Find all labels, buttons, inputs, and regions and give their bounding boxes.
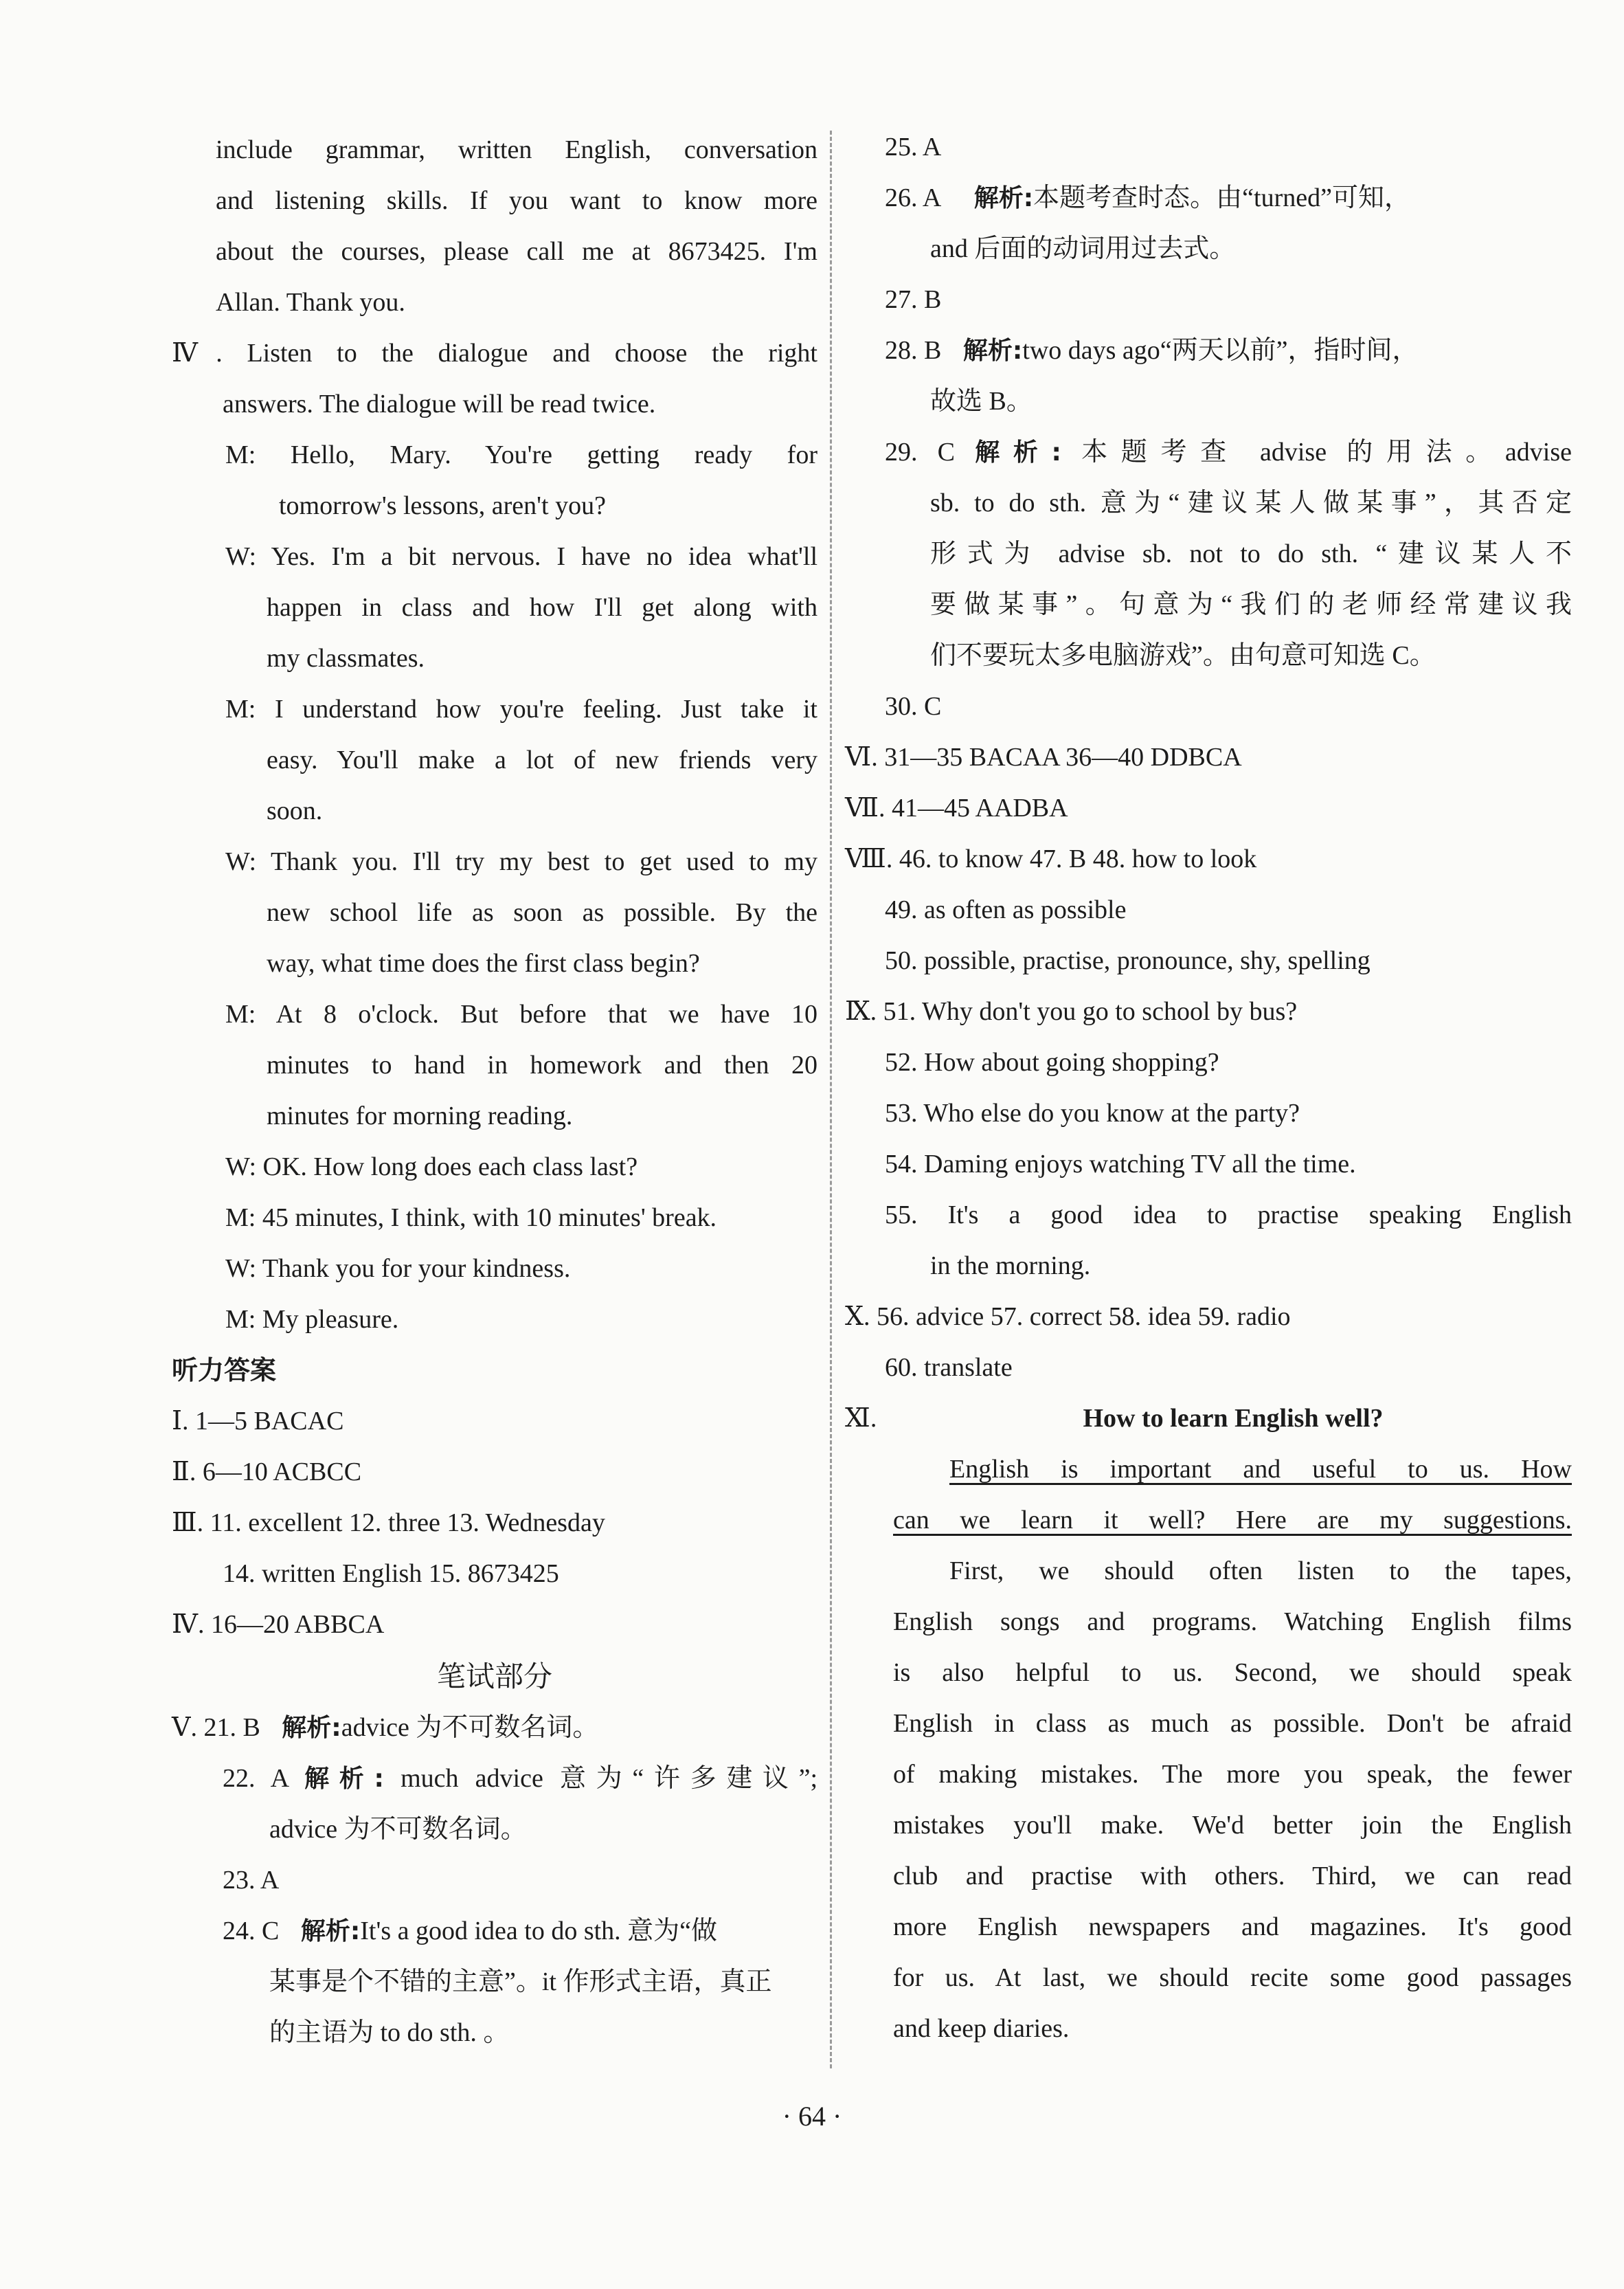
answer-line: Ⅳ. 16—20 ABBCA: [172, 1610, 385, 1639]
dialogue-line: W: Thank you for your kindness.: [225, 1254, 571, 1283]
dialogue-line: my classmates.: [267, 644, 425, 673]
text-line: and 后面的动词用过去式。: [930, 234, 1236, 263]
dialogue-line: soon.: [267, 796, 323, 825]
text-line: 形式为 advise sb. not to do sth. “建议某人不: [930, 539, 1572, 568]
listening-answers-heading: 听力答案: [172, 1355, 277, 1385]
answer-line: 60. translate: [885, 1353, 1013, 1382]
answer-number: Ⅴ. 21. B: [172, 1713, 260, 1742]
answer-line: 53. Who else do you know at the party?: [885, 1099, 1300, 1128]
dialogue-line: tomorrow's lessons, aren't you?: [279, 491, 606, 520]
answer-number: 26. A: [885, 183, 940, 212]
dialogue-line: way, what time does the first class begin?: [267, 949, 700, 978]
answer-number: 22. A: [223, 1764, 288, 1793]
answer-line: 27. B: [885, 285, 942, 314]
essay-line: and keep diaries.: [893, 2014, 1070, 2043]
section-number-xi: Ⅺ.: [845, 1404, 877, 1433]
answer-line: [885, 177, 1410, 219]
analysis-text: advice 为不可数名词。: [341, 1713, 599, 1742]
text-line: Allan. Thank you.: [216, 288, 405, 317]
text-line: answers. The dialogue will be read twice.: [223, 390, 656, 418]
text-line: in the morning.: [930, 1251, 1091, 1280]
dialogue-line: minutes for morning reading.: [267, 1102, 573, 1130]
page-number: · 64 ·: [782, 2101, 842, 2132]
answer-number: 29. C: [885, 438, 956, 467]
answer-line: 14. written English 15. 8673425: [223, 1559, 559, 1588]
essay-line: is also helpful to us. Second, we should speak: [893, 1658, 1572, 1687]
answer-line: [885, 330, 1419, 371]
answer-number: 24. C: [223, 1917, 280, 1945]
text-line: 故选 B。: [930, 387, 1033, 416]
essay-line: English in class as much as possible. Don't be afraid: [893, 1709, 1572, 1738]
text-line: 要做某事”。句意为“我们的老师经常建议我: [930, 590, 1572, 619]
essay-title: How to learn English well?: [1083, 1404, 1384, 1433]
analysis-label: 解析:: [304, 1765, 384, 1793]
answer-line: 50. possible, practise, pronounce, shy, spelling: [885, 946, 1371, 975]
dialogue-line: W: OK. How long does each class last?: [225, 1152, 638, 1181]
dialogue-line: easy. You'll make a lot of new friends very: [267, 746, 817, 774]
dialogue-line: M: Hello, Mary. You're getting ready for: [225, 440, 817, 469]
answer-line: Ⅶ. 41—45 AADBA: [845, 794, 1068, 823]
essay-line: for us. At last, we should recite some good passages: [893, 1963, 1572, 1992]
analysis-text: 本题考查 advise 的用法。advise: [1081, 438, 1572, 467]
answer-line: Ⅲ. 11. excellent 12. three 13. Wednesday: [172, 1508, 605, 1537]
essay-line: club and practise with others. Third, we can read: [893, 1862, 1572, 1890]
answer-line: 49. as often as possible: [885, 895, 1127, 924]
answer-line: Ⅷ. 46. to know 47. B 48. how to look: [845, 845, 1257, 873]
analysis-text: It's a good idea to do sth. 意为“做: [360, 1917, 718, 1945]
dialogue-line: M: My pleasure.: [225, 1305, 399, 1334]
section-heading-iv: Ⅳ. Listen to the dialogue and choose the right: [172, 339, 817, 368]
text-line: and listening skills. If you want to know more: [216, 186, 817, 215]
analysis-label: 解析:: [973, 184, 1034, 212]
dialogue-line: happen in class and how I'll get along with: [267, 593, 817, 622]
answer-line: 23. A: [223, 1866, 280, 1895]
analysis-label: 解析:: [282, 1714, 341, 1742]
answer-line: Ⅱ. 6—10 ACBCC: [172, 1458, 362, 1486]
answer-line: Ⅹ. 56. advice 57. correct 58. idea 59. radio: [845, 1302, 1291, 1331]
essay-line: of making mistakes. The more you speak, the fewer: [893, 1760, 1572, 1789]
answer-line: 30. C: [885, 692, 942, 721]
answer-line: Ⅰ. 1—5 BACAC: [172, 1407, 344, 1436]
answer-line: [223, 1758, 817, 1799]
answer-line: Ⅵ. 31—35 BACAA 36—40 DDBCA: [845, 743, 1242, 772]
text-line: include grammar, written English, conversation: [216, 135, 817, 164]
text-line: about the courses, please call me at 8673425. I'm: [216, 237, 817, 266]
answer-line: [223, 1910, 717, 1952]
essay-line: English is important and useful to us. How: [949, 1455, 1572, 1484]
answer-line: [885, 432, 1572, 473]
essay-line: can we learn it well? Here are my suggestions.: [893, 1506, 1572, 1534]
dialogue-line: M: At 8 o'clock. But before that we have 10: [225, 1000, 817, 1029]
answer-line: 52. How about going shopping?: [885, 1048, 1219, 1077]
dialogue-line: new school life as soon as possible. By the: [267, 898, 817, 927]
answer-number: 28. B: [885, 336, 942, 365]
analysis-text: much advice 意为“许多建议”;: [401, 1764, 818, 1793]
answer-line: 54. Daming enjoys watching TV all the time.: [885, 1150, 1356, 1179]
dialogue-line: M: I understand how you're feeling. Just take it: [225, 695, 817, 724]
dialogue-line: W: Yes. I'm a bit nervous. I have no idea what'll: [225, 542, 817, 571]
analysis-label: 解析:: [300, 1917, 361, 1945]
text-line: advice 为不可数名词。: [269, 1815, 527, 1844]
dialogue-line: minutes to hand in homework and then 20: [267, 1051, 817, 1080]
text-line: 某事是个不错的主意”。it 作形式主语，真正: [269, 1967, 772, 1996]
essay-line: First, we should often listen to the tapes,: [949, 1556, 1572, 1585]
analysis-text: two days ago“两天以前”，指时间，: [1022, 336, 1419, 365]
essay-line: mistakes you'll make. We'd better join the English: [893, 1811, 1572, 1840]
analysis-text: 本题考查时态。由“turned”可知，: [1033, 183, 1410, 212]
dialogue-line: W: Thank you. I'll try my best to get used to my: [225, 847, 817, 876]
analysis-label: 解析:: [975, 438, 1061, 467]
dialogue-line: M: 45 minutes, I think, with 10 minutes' break.: [225, 1203, 717, 1232]
text-line: 们不要玩太多电脑游戏”。由句意可知选 C。: [930, 641, 1436, 670]
text-line: sb. to do sth. 意为“建议某人做某事”，其否定: [930, 489, 1572, 517]
essay-line: English songs and programs. Watching English films: [893, 1607, 1572, 1636]
answer-line: Ⅸ. 51. Why don't you go to school by bus?: [845, 997, 1298, 1026]
answer-line: 25. A: [885, 133, 942, 161]
text-line: 的主语为 to do sth. 。: [269, 2018, 510, 2047]
essay-line: more English newspapers and magazines. It's good: [893, 1912, 1572, 1941]
answer-line: [172, 1707, 598, 1748]
column-divider: [830, 131, 832, 2068]
written-section-heading: 笔试部分: [436, 1660, 552, 1693]
analysis-label: 解析:: [962, 337, 1023, 365]
answer-line: 55. It's a good idea to practise speaking English: [885, 1201, 1572, 1229]
